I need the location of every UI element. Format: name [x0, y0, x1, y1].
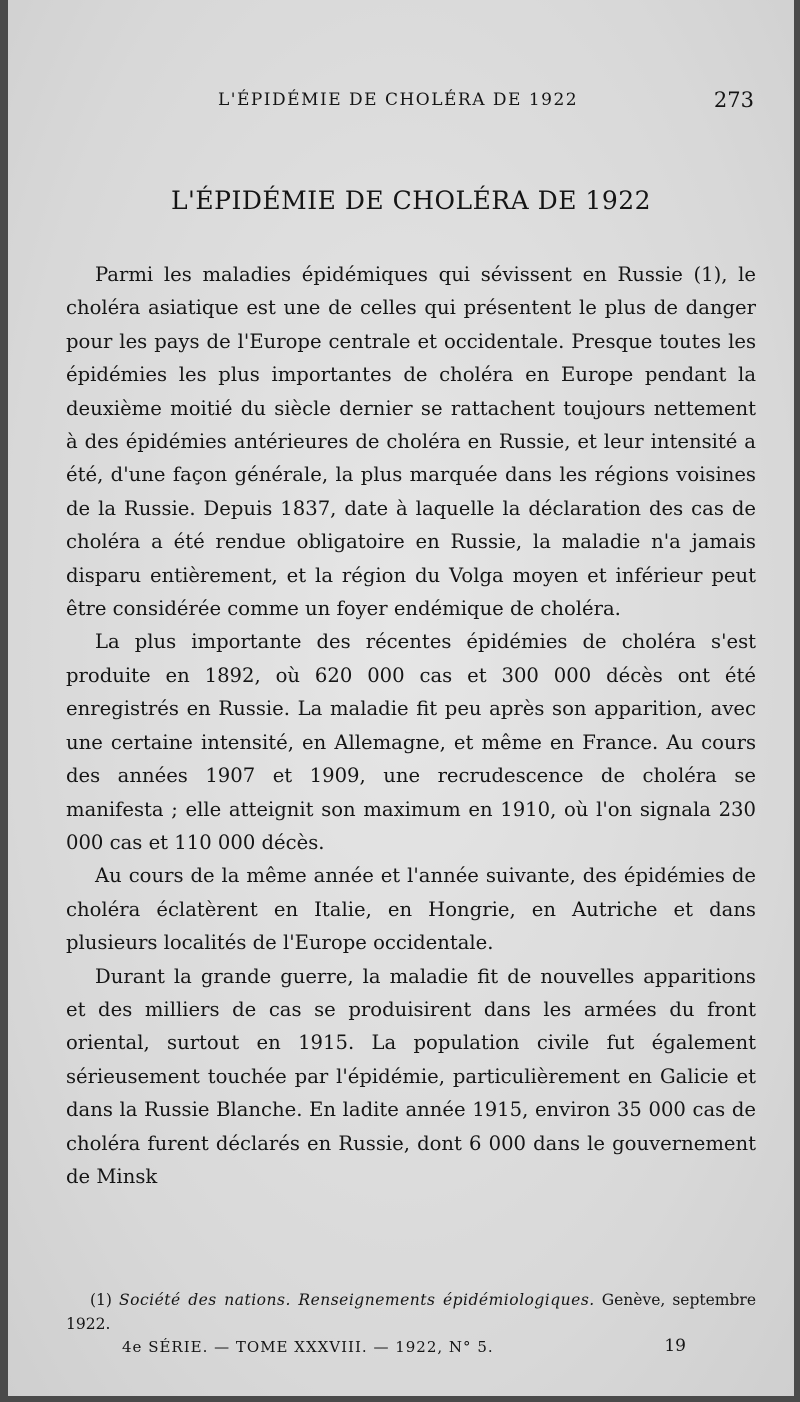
- page-footer: [66, 1336, 756, 1362]
- article-title: L'ÉPIDÉMIE DE CHOLÉRA DE 1922: [170, 186, 652, 215]
- paragraph: La plus importante des récentes épidémies de choléra s'est produite en 1892, où 620 000 cas et 300 000 décès ont été enregistrés en Russie. La maladie fit peu après son apparition, avec une certaine intensité, en Allemagne, et même en France. Au cours des années 1907 et 1909, une recrudescence de choléra se manifesta ; elle atteignit son maximum en 1910, où l'on signala 230 000 cas et 110 000 décès.: [66, 630, 756, 854]
- paragraph: Parmi les maladies épidémiques qui sévissent en Russie (1), le choléra asiatique est une de celles qui présentent le plus de danger pour les pays de l'Europe centrale et occidentale. Presque toutes les épidémies les plus importantes de choléra en Europe pendant la deuxième moitié du siècle dernier se rattachent toujours nettement à des épidémies antérieures de choléra en Russie, et leur intensité a été, d'une façon générale, la plus marquée dans les régions voisines de la Russie. Depuis 1837, date à laquelle la déclaration des cas de choléra a été rendue obligatoire en Russie, la maladie n'a jamais disparu entièrement, et la région du Volga moyen et inférieur peut être considérée comme un foyer endémique de choléra.: [66, 263, 756, 621]
- article-body: [66, 258, 756, 1193]
- footnote-text: Genève, septembre 1922.: [66, 1291, 756, 1333]
- signature-mark: 19: [664, 1336, 686, 1356]
- footnote-marker: (1): [90, 1291, 112, 1309]
- running-title: L'ÉPIDÉMIE DE CHOLÉRA DE 1922: [218, 90, 579, 110]
- paragraph: Au cours de la même année et l'année suivante, des épidémies de choléra éclatèrent en Italie, en Hongrie, en Autriche et dans plusieurs localités de l'Europe occidentale.: [66, 864, 756, 955]
- footnote-source: Société des nations. Renseignements épidémiologiques.: [119, 1291, 595, 1309]
- book-page: [8, 0, 794, 1396]
- paragraph: Durant la grande guerre, la maladie fit de nouvelles apparitions et des milliers de cas se produisirent dans les armées du front oriental, surtout en 1915. La population civile fut également sérieusement touchée par l'épidémie, particulièrement en Galicie et dans la Russie Blanche. En ladite année 1915, environ 35 000 cas de choléra furent déclarés en Russie, dont 6 000 dans le gouvernement de Minsk: [66, 964, 756, 1188]
- footnote: [66, 1288, 756, 1336]
- series-line: 4e SÉRIE. — TOME XXXVIII. — 1922, N° 5.: [122, 1338, 494, 1356]
- page-number: 273: [713, 88, 754, 112]
- running-head: [8, 84, 794, 118]
